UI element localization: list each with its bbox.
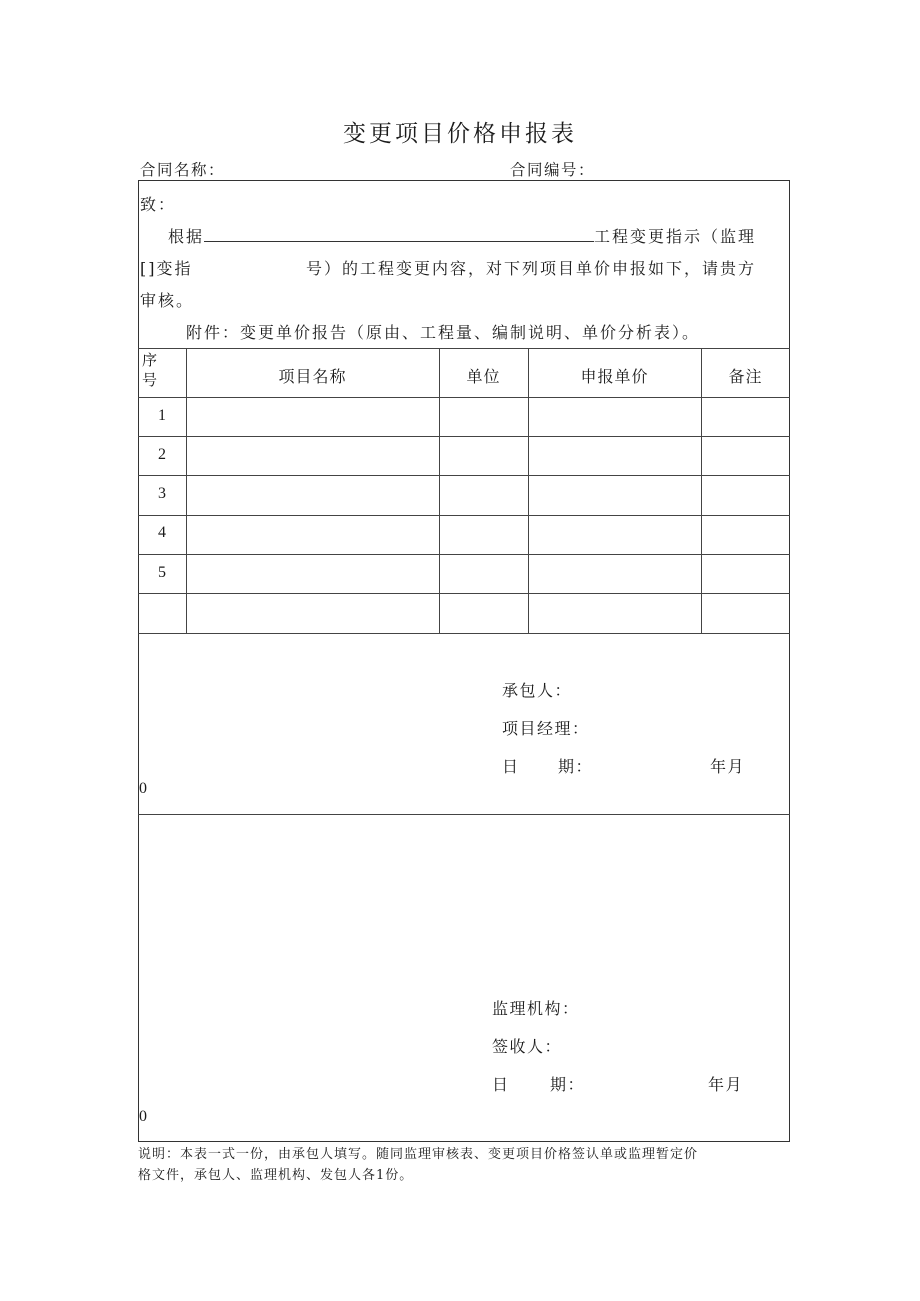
table-top-border xyxy=(138,348,790,349)
instruction-number-prefix: []变指 xyxy=(140,259,193,278)
column-divider xyxy=(186,348,187,633)
contract-number-label: 合同编号： xyxy=(510,161,596,179)
instruction-number-suffix: 号）的工程变更内容，对下列项目单价申报如下，请贵方 xyxy=(306,259,757,278)
receiver-label: 签收人： xyxy=(492,1037,563,1056)
attachment-line: 附件：变更单价报告（原由、工程量、编制说明、单价分析表）。 xyxy=(186,323,701,342)
project-manager-label: 项目经理： xyxy=(502,719,590,738)
basis-prefix: 根据 xyxy=(168,227,205,246)
contractor-date-label-b: 期： xyxy=(558,757,594,776)
supervisor-block-mark: 0 xyxy=(139,1108,149,1125)
instruction-blank[interactable] xyxy=(204,227,594,242)
table-bottom-border xyxy=(138,633,790,634)
column-divider xyxy=(439,348,440,633)
table-row-number: 3 xyxy=(158,485,166,502)
footnote-line-1: 说明：本表一式一份，由承包人填写。随同监理审核表、变更项目价格签认单或监理暂定价 xyxy=(138,1147,699,1162)
contractor-year-month: 年月 xyxy=(710,757,746,776)
contractor-label: 承包人： xyxy=(502,681,573,700)
table-header-border xyxy=(138,397,790,398)
column-header-seq: 序号 xyxy=(141,351,158,389)
contractor-block-mark: 0 xyxy=(139,780,149,797)
table-row-number: 5 xyxy=(158,564,166,581)
supervisor-date-label-b: 期： xyxy=(550,1075,586,1094)
supervision-agency-label: 监理机构： xyxy=(492,999,580,1018)
contractor-date-label-a: 日 xyxy=(502,757,520,776)
addressee-label: 致： xyxy=(140,195,177,214)
column-header-unit-price: 申报单价 xyxy=(580,367,649,386)
review-request: 审核。 xyxy=(140,291,195,310)
table-row-border xyxy=(138,475,790,476)
column-divider xyxy=(701,348,702,633)
table-row-border xyxy=(138,593,790,594)
page-title: 变更项目价格申报表 xyxy=(343,121,577,147)
column-header-remarks: 备注 xyxy=(728,367,763,386)
supervisor-year-month: 年月 xyxy=(708,1075,744,1094)
footnote-line-2: 格文件，承包人、监理机构、发包人各1份。 xyxy=(138,1168,414,1183)
table-row-number: 1 xyxy=(158,407,166,424)
column-header-item-name: 项目名称 xyxy=(278,367,347,386)
column-divider xyxy=(528,348,529,633)
supervisor-date-label-a: 日 xyxy=(492,1075,510,1094)
section-divider xyxy=(138,814,790,815)
contract-name-label: 合同名称： xyxy=(140,161,226,179)
table-row-border xyxy=(138,436,790,437)
table-row-number: 2 xyxy=(158,446,166,463)
table-row-border xyxy=(138,554,790,555)
basis-line xyxy=(168,224,756,247)
table-row-border xyxy=(138,515,790,516)
table-row-number: 4 xyxy=(158,524,166,541)
column-header-unit: 单位 xyxy=(466,367,501,386)
basis-suffix: 工程变更指示（监理 xyxy=(594,227,757,246)
